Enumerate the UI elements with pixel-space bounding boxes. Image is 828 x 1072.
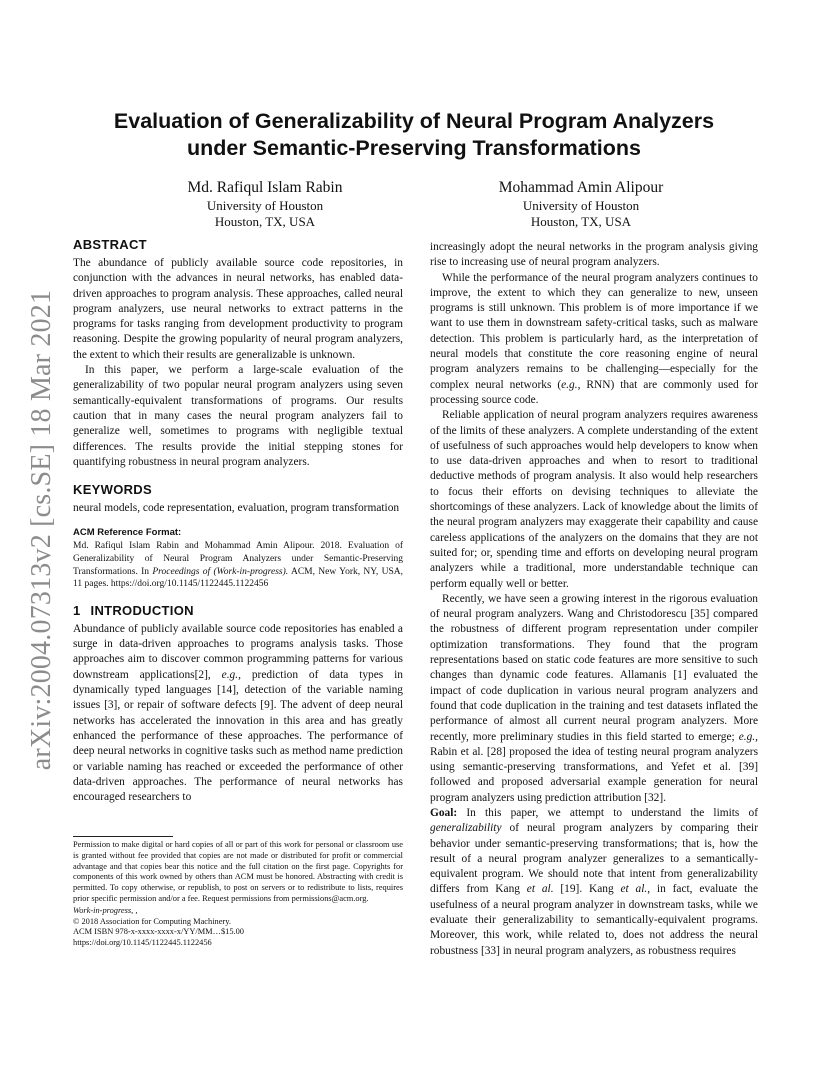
acm-reference-heading: ACM Reference Format:: [73, 527, 182, 539]
intro-paragraph-continued: increasingly adopt the neural networks in the program analysis giving rise to increasing use of neural program analyzers.: [430, 241, 758, 269]
text-span: RNN) that are commonly used for processing source code.: [430, 378, 758, 406]
abstract-paragraph-1: The abundance of publicly available source code repositories, in conjunction with the advances in neural networks, has enabled data-driven approaches to program analysis. These approaches, called neural program analyzers, use neural networks to extract patterns in the programs for tasks ranging from development productivity to program reasoning. Despite the growing popularity of neural program analyzers, the extent to which their results are generalizable is unknown.: [73, 257, 403, 361]
footnote-block: [73, 840, 403, 949]
abstract-heading: ABSTRACT: [73, 237, 147, 252]
author-block-1: [150, 178, 380, 230]
copyright-notice: © 2018 Association for Computing Machinery.: [73, 916, 231, 926]
goal-label: Goal:: [430, 806, 458, 819]
author-location: Houston, TX, USA: [214, 214, 316, 229]
acm-reference-part: ACM, New York, NY, USA, 11 pages. https://doi.org/10.1145/1122445.1122456: [73, 566, 403, 590]
acm-reference-text: [73, 540, 403, 590]
text-span: While the performance of the neural program analyzers continues to improve, the extent to which they can generalize to new, unseen programs is still unknown. This problem is of more importance if we want to use them in downstream safety-critical tasks, such as malware detection. This problem is particularly hard, as the interpretation of neural models that constitute the core reasoning engine of neural program analyzers remains to be challenging—especially for the complex neural networks (: [430, 271, 758, 391]
text-emphasis: et al.: [526, 883, 554, 896]
section-number: 1: [73, 602, 81, 618]
author-name: Mohammad Amin Alipour: [498, 179, 664, 196]
author-location: Houston, TX, USA: [530, 214, 632, 229]
text-emphasis: et al.: [620, 883, 648, 896]
title-line-2: under Semantic-Preserving Transformations: [186, 136, 642, 160]
author-name: Md. Rafiqul Islam Rabin: [187, 179, 343, 196]
text-span: [19]. Kang: [553, 883, 621, 896]
arxiv-stamp: [20, 289, 64, 771]
doi-line: https://doi.org/10.1145/1122445.1122456: [73, 938, 212, 948]
keywords-text: neural models, code representation, evaluation, program transformation: [73, 502, 400, 515]
author-affiliation: University of Houston: [206, 198, 324, 213]
introduction-heading: [73, 602, 403, 620]
text-emphasis: e.g.,: [561, 378, 581, 391]
left-column: [73, 236, 403, 805]
text-span: prediction of data types in dynamically typed languages [14], detection of the variable naming issues [3], or repair of software defects [9]. The advent of deep neural networks has accelerated the innovation in this area and has greatly enhanced the performance of these approaches. The performance of deep neural networks in cognitive tasks such as method name prediction or variable naming has reached or exceeded the performance of other data-driven approaches. The performance of neural networks has encouraged researchers to: [73, 668, 403, 804]
goal-paragraph: [430, 806, 758, 959]
text-emphasis: e.g.,: [738, 730, 758, 743]
title-line-1: Evaluation of Generalizability of Neural Program Analyzers: [113, 109, 715, 133]
text-emphasis: e.g.,: [221, 668, 241, 681]
right-column: [430, 240, 758, 959]
text-span: In this paper, we attempt to understand the limits of: [457, 806, 758, 819]
work-in-progress-note: [73, 906, 403, 917]
text-emphasis: generalizability: [430, 822, 502, 835]
introduction-paragraph-1: [73, 622, 403, 806]
text-span: of neural program analyzers by comparing their behavior under semantic-preserving transformations; that is, how the result of a neural program analyzer generalizes to a semantically-equivalent program. We should note that intent from generalizability differs from Kang: [430, 822, 758, 896]
text-span: Rabin et al. [28] proposed the idea of testing neural program analyzers using semantic-preserving transformations, and Yefet et al. [39] followed and proposed adversarial example generation for neural program analyzers using prediction attribution [32].: [430, 745, 758, 804]
intro-paragraph-2: [430, 271, 758, 409]
text-span: Recently, we have seen a growing interest in the rigorous evaluation of neural program analyzers. Wang and Christodorescu [35] compared the robustness of different program representation under compiler optimization transformations. They found that the program representations based on static code features are more sensitive to such changes than dynamic code features. Allamanis [1] evaluated the impact of code duplication in various neural program analyzers and found that code duplication in the training and test datasets inflated the performance of almost all current neural program analyzers. More recently, more preliminary studies in this field started to emerge;: [430, 592, 758, 743]
author-affiliation: University of Houston: [522, 198, 640, 213]
section-title: INTRODUCTION: [90, 602, 194, 618]
intro-paragraph-3: Reliable application of neural program analyzers requires awareness of the limits of these analyzers. A complete understanding of the extent of usefulness of such approaches would help developers to know when to use data-driven approaches and when to resort to traditional deductive methods of program analysis. It also would help researchers to focus their efforts on devising techniques to alleviate the shortcomings of these analyzers. Lack of knowledge about the limits of the neural program analyzers may exaggerate their capability and cause careless applications of the analyzers on the domains that they are not suited for; or, spending time and efforts on developing neural program analyzers while a traditional, more understandable technique can perform equally well or better.: [430, 409, 758, 590]
work-in-progress-text: Work-in-progress, ,: [73, 905, 138, 915]
permission-notice: Permission to make digital or hard copies of all or part of this work for personal or classroom use is granted without fee provided that copies are not made or distributed for profit or commercial advantage and that copies bear this notice and the full citation on the first page. Copyrights for components of this work owned by others than ACM must be honored. Abstracting with credit is permitted. To copy otherwise, or republish, to post on servers or to redistribute to lists, requires prior specific permission and/or a fee. Request permissions from permissions@acm.org.: [73, 840, 403, 903]
acm-reference-part: Md. Rafiqul Islam Rabin and Mohammad Amin Alipour. 2018. Evaluation of Generalizability of Neural Program Analyzers under Semantic-Preserving Transformations. In: [73, 541, 403, 577]
keywords-heading: KEYWORDS: [73, 482, 152, 498]
paper-title: [70, 108, 758, 162]
acm-reference-venue: Proceedings of (Work-in-progress).: [152, 566, 289, 577]
text-span: , in fact, evaluate the usefulness of a neural program analyzer in downstream tasks, while we evaluate their generalizability to semantically-equivalent programs. Moreover, this work, while related to, does not address the neural robustness [33] in neural program analyzers, as robustness requires: [430, 883, 758, 957]
footnote-rule: [73, 836, 173, 837]
author-block-2: [466, 178, 696, 230]
arxiv-stamp-text: arXiv:2004.07313v2 [cs.SE] 18 Mar 2021: [26, 289, 57, 771]
isbn-line: ACM ISBN 978-x-xxxx-xxxx-x/YY/MM…$15.00: [73, 927, 244, 937]
intro-paragraph-4: [430, 592, 758, 806]
abstract-paragraph-2: In this paper, we perform a large-scale evaluation of the generalizability of two popular neural program analyzers using seven semantically-equivalent transformations of programs. Our results caution that in many cases the neural program analyzers fail to generalize well, sometimes to programs with negligible textual differences. The results provide the initial stepping stones for quantifying robustness in neural program analyzers.: [73, 364, 403, 468]
text-span: Abundance of publicly available source code repositories has enabled a surge in data-driven approaches to programs analysis tasks. Those approaches aim to discover common programming patterns for various downstream applications[2],: [73, 622, 403, 681]
